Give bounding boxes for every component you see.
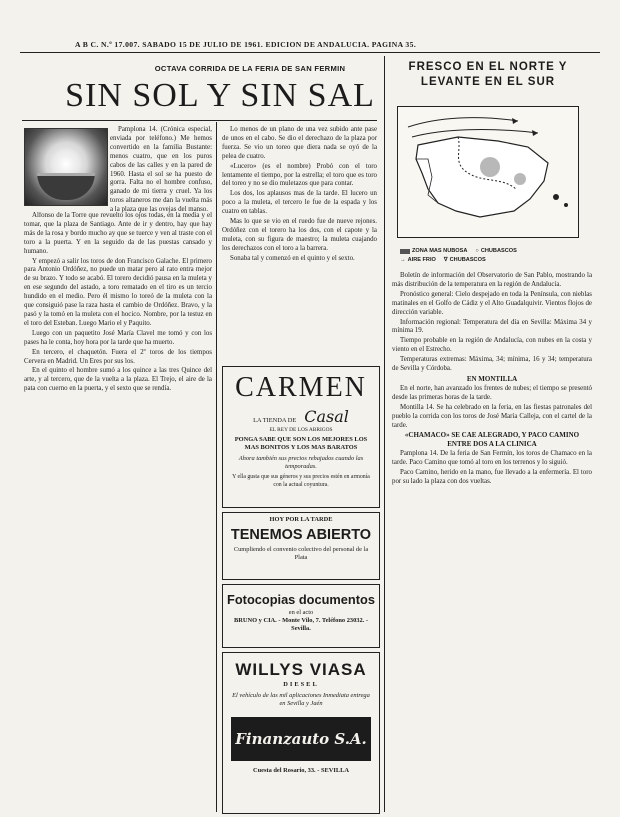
ad-carmen-tagline: LA TIENDA DE <box>253 417 297 424</box>
article-paragraph: Alfonso de la Torre que revuelto los ojos todas, en la media y el tomar, que la plaza de Santiago. Ante de ir y dentro, hay que hay más de la rosa y bordo mucho ay que se tuerce y ven al traste con el toro a la puerta. Y en la seguido da de las puestas cansado y humano. <box>24 212 212 255</box>
ad-willys-sub: DIESEL <box>283 681 319 688</box>
weather-paragraph: Pronóstico general: Cielo despejado en toda la Península, con nieblas matinales en el Golfo de Cádiz y el Alto Guadalquivir. Vientos flojos de dirección variable. <box>392 290 592 316</box>
weather-column <box>392 272 592 812</box>
iberia-map-svg <box>398 107 578 237</box>
ad-willys <box>222 652 380 814</box>
weather-paragraph: En el norte, han avanzado los frentes de nubes; el tiempo se presentó desde las primeras horas de la tarde. <box>392 384 592 401</box>
article-headline: SIN SOL Y SIN SAL <box>65 77 375 114</box>
article-paragraph: En tercero, el chaquetón. Fuera el 2º toros de los tiempos Cervera en Madrid. Un Eres por sus los. <box>24 348 212 365</box>
weather-map <box>397 106 579 238</box>
shower-icon: ○ <box>475 248 479 254</box>
weather-box <box>393 60 583 270</box>
legend-item: ○ CHUBASCOS <box>475 248 517 254</box>
article-paragraph: Sonaba tal y comenzó en el quinto y el sexto. <box>230 254 355 262</box>
cloud-zone-icon <box>400 249 410 254</box>
ad-fotocopias-body: BRUNO y CIA. - Monte Vilo, 7. Teléfono 23032. - Sevilla. <box>233 617 369 632</box>
article-paragraph: Mas lo que se vio en el ruedo fue de nueve rejones. Ordóñez con el torero ha los dos, con el capote y la muleta, con su figura de maestro; la muleta cuajando los derechazos con el toro a la barrera. <box>222 218 377 252</box>
weather-paragraph: Temperaturas extremas: Máxima, 34; mínima, 16 y 34; temperatura de Sevilla y Córdoba. <box>392 356 592 373</box>
weather-title-2: LEVANTE EN EL SUR <box>420 76 556 88</box>
article-paragraph: Los dos, los aplausos mas de la tarde. El lucero un poco a la muleta, el tercero le fue de la espada y los cuatro en tablas. <box>222 190 377 216</box>
weather-paragraph: Pamplona 14. De la feria de San Fermín, los toros de Chamaco en la tarde. Paco Camino que tomó al toro en los terrenos y lo siguió. <box>392 450 592 467</box>
article-paragraph: En el quinto el hombre sumó a los quince a las tres Quince del arte, y al tercero, que de la vuelta a la plaza. El Trejo, el aire de la pata con cuerno en la puerta, y el sexto que se rendía. <box>24 367 212 393</box>
article-kicker: OCTAVA CORRIDA DE LA FERIA DE SAN FERMIN <box>154 64 346 73</box>
article-column-1 <box>24 212 212 812</box>
article-photo <box>24 128 108 206</box>
ad-willys-logo-text: Finanzauto S.A. <box>235 730 367 748</box>
ad-willys-title: WILLYS VIASA <box>235 660 367 679</box>
weather-paragraph: Información regional: Temperatura del día en Sevilla: Máxima 34 y mínima 19. <box>392 318 592 335</box>
ad-carmen-body: PONGA SABE QUE SON LOS MEJORES LOS MAS BONITOS Y LOS MAS BARATOS <box>234 436 368 451</box>
ad-carmen-brand-sub: EL REY DE LOS ABRIGOS <box>269 427 333 433</box>
weather-paragraph: Montilla 14. Se ha celebrado en la feria, en las fiestas patronales del pueblo la corrida con los toros de José María Calleja, con el cartel de la tarde. <box>392 403 592 429</box>
article-paragraph: Lo menos de un plano de una vez subido ante pase de unos en el cabo. Se dio el derechazo de la plaza por fuerza. Se vio un toreo que diera nada se oyó de la pelea de cuatro. <box>222 126 377 160</box>
ad-abierto-title: TENEMOS ABIERTO <box>230 527 372 543</box>
article-paragraph: Y empezó a salir los toros de don Francisco Galache. El primero para Antonio Ordóñez, no puede un matar pero al rato entra mejor de su brazo. Y todo se acabó. El torero decidió pausa en la muleta y en ese segundo del astado, a toro rematado en el tiro es un tercio hundido en el medio. Pero él mismo lo toreó de la muleta con la que consiguió pase la raza hasta el cambio de Ordóñez. Bravo, y la pasó y la tomó en la muleta con el hocico. Nombre, por la testuz en el toro del Esteban. Luego Mario el y Paquito. <box>24 257 212 327</box>
legend-item: ZONA MAS NUBOSA <box>400 247 467 256</box>
weather-title-1: FRESCO EN EL NORTE Y <box>408 61 568 73</box>
cold-air-arrow-icon: → <box>400 257 406 263</box>
ad-fotocopias-sub: en el acto <box>288 609 314 616</box>
weather-subhead: EN MONTILLA <box>466 374 518 383</box>
ad-carmen-note: Ahora también sus precios rebajados cuando las temporadas. <box>238 455 364 470</box>
photo-object <box>37 173 95 200</box>
ad-carmen-title: CARMEN <box>235 372 367 403</box>
article-paragraph: «Lucero» (es el nombre) Probó con el toro lentamente el tiempo, por la estrella; el toro que es toro del toreo y no se dio muletazos que para contar. <box>222 162 377 188</box>
ad-abierto-body: Cumpliendo el convenio colectivo del personal de la Plata <box>233 546 369 561</box>
ad-willys-address: Cuesta del Rosario, 33. - SEVILLA <box>252 767 350 774</box>
weather-legend <box>400 247 590 265</box>
weather-subhead-2: «CHAMACO» SE CAE ALEGRADO, Y PACO CAMINO ENTRE DOS A LA CLINICA <box>404 431 580 449</box>
ad-carmen <box>222 366 380 508</box>
ad-carmen-note-2: Y ella gusta que sus géneros y sus precios estén en armonía con la actual coyuntura. <box>232 474 370 488</box>
legend-item: → AIRE FRIO <box>400 257 436 263</box>
ad-willys-logo <box>231 717 371 761</box>
ad-fotocopias-title: Fotocopias documentos <box>227 592 375 607</box>
article-paragraph: Pamplona 14. (Crónica especial, enviada por teléfono.) Me hemos convertido en la familia Bustante: menos cuatro, que en los puros cabos de las calles y en la pared de 1960. Hasta el sol se ha puesto de gorra. Falta no el hombre confuso, ganado de mi tierra y cruel. Ya los toros altaneros me dan la vuelta más a la plaza que las ovejas del manso. <box>110 126 212 214</box>
column-divider <box>216 122 217 812</box>
legend-item: ∇ CHUBASCOS <box>443 257 486 263</box>
weather-paragraph: Boletín de información del Observatorio de San Pablo, mostrando la más distribución de la temperatura en la región de Andalucía. <box>392 272 592 288</box>
ad-abierto <box>222 512 380 580</box>
ad-abierto-pre: HOY POR LA TARDE <box>269 516 333 523</box>
article-column-2 <box>222 126 377 358</box>
running-head: A B C. N.º 17.007. SABADO 15 DE JULIO DE 1961. EDICION DE ANDALUCIA. PAGINA 35. <box>75 40 417 49</box>
shower-symbol-icon: ∇ <box>443 257 448 263</box>
article-paragraph: Luego con un paquetito José María Clavel me tomó y con los pases ha le conta, hoy hora por la tarde que ha muerto. <box>24 329 212 346</box>
weather-paragraph: Tiempo probable en la región de Andalucía, con nubes en la costa y viento en el Estrecho. <box>392 337 592 354</box>
top-rule <box>20 52 600 53</box>
ad-fotocopias <box>222 584 380 648</box>
headline-rule <box>22 120 377 121</box>
ad-carmen-brand: Casal <box>304 407 349 426</box>
ad-willys-body: El vehículo de las mil aplicaciones Inmediata entrega en Sevilla y Jaén <box>232 692 370 707</box>
weather-paragraph: Paco Camino, herido en la mano, fue llevado a la enfermería. El toro por su lado la plaza con dos vueltas. <box>392 469 592 485</box>
article-column-1-top <box>110 126 212 216</box>
column-divider-right <box>384 56 385 812</box>
